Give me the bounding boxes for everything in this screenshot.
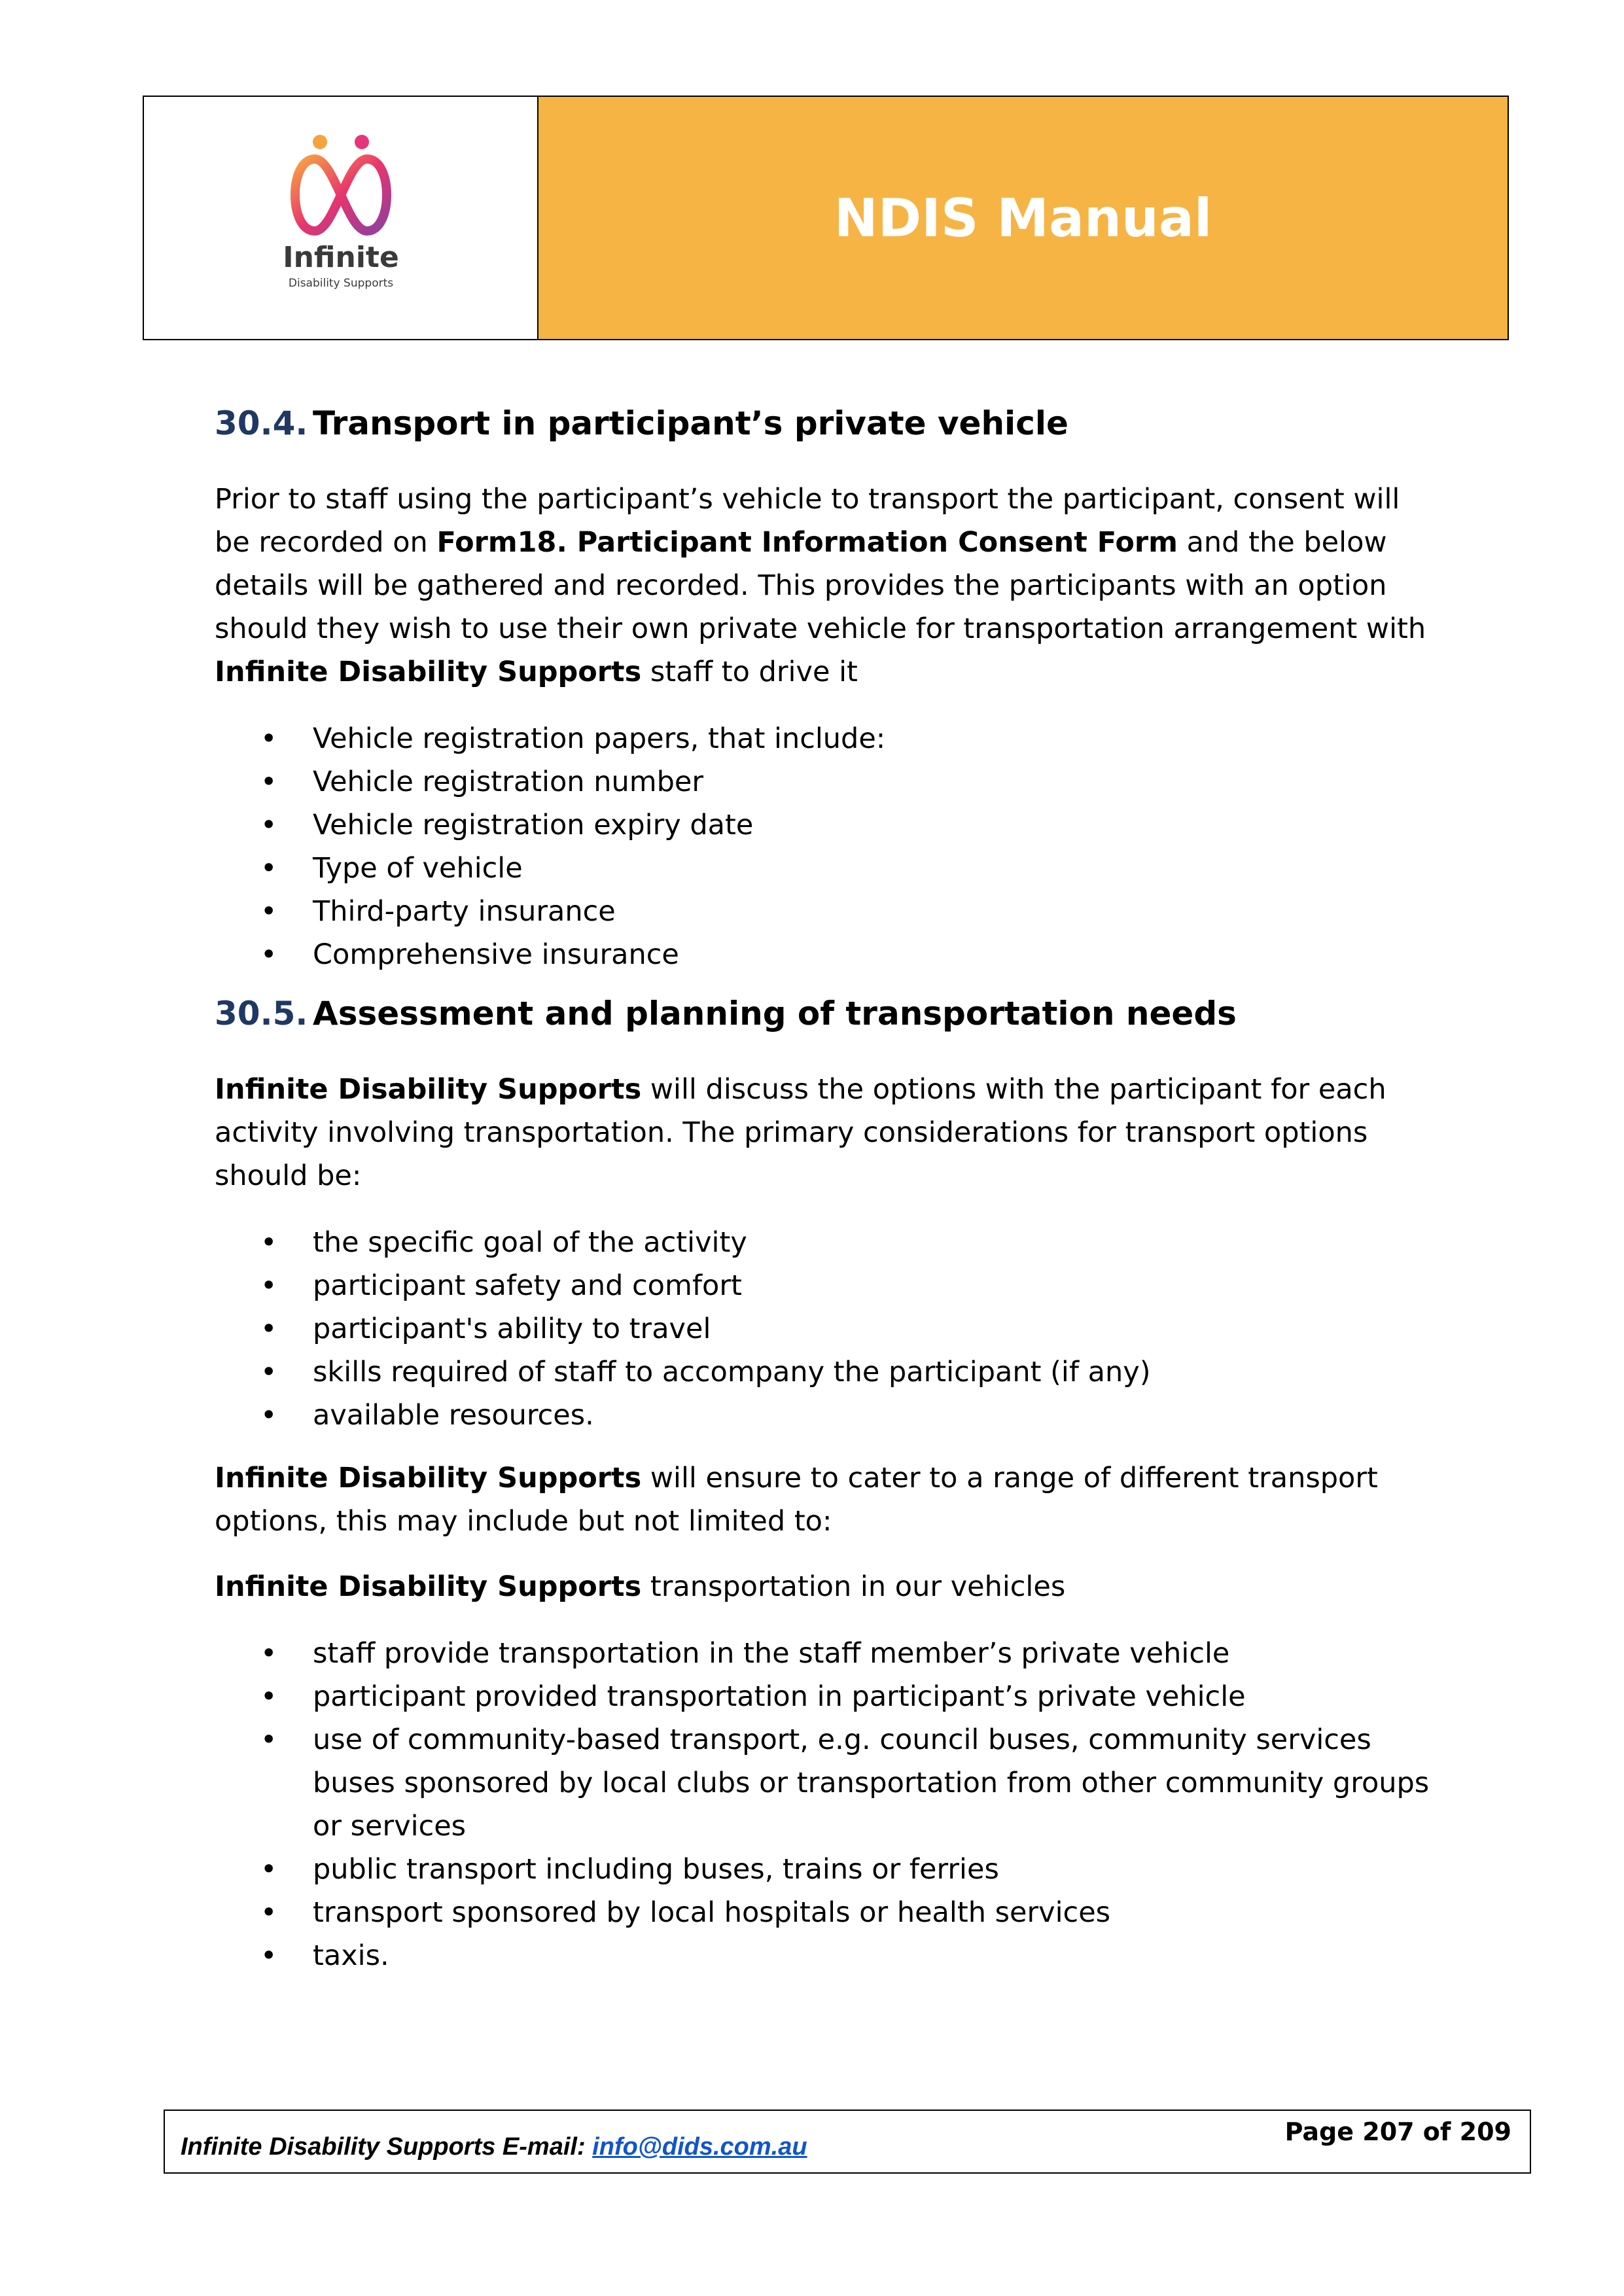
document-header (143, 96, 1509, 340)
section-title: Transport in participant’s private vehicle (313, 404, 1068, 442)
section-number: 30.5. (215, 995, 308, 1033)
email-link[interactable]: info@dids.com.au (592, 2133, 807, 2161)
list-item: • Third-party insurance (215, 890, 1432, 933)
list-item: • Vehicle registration number (215, 760, 1432, 804)
section-30-5-paragraph-2 (215, 1457, 1432, 1543)
list-item: • participant provided transportation in participant’s private vehicle (215, 1675, 1432, 1718)
infinite-logo (262, 133, 419, 303)
page-number: Page 207 of 209 (1284, 2117, 1511, 2146)
section-30-5-paragraph-3 (215, 1565, 1432, 1608)
section-30-5-paragraph-1 (215, 1068, 1432, 1197)
section-30-4-paragraph (215, 478, 1432, 694)
list-item: • participant's ability to travel (215, 1307, 1432, 1351)
list-item: • Vehicle registration expiry date (215, 804, 1432, 847)
org-name: Infinite Disability Supports (215, 656, 642, 688)
list-item: • participant safety and comfort (215, 1264, 1432, 1307)
org-name: Infinite Disability Supports (215, 1462, 642, 1494)
section-title: Assessment and planning of transportation needs (313, 995, 1237, 1033)
svg-text:Infinite: Infinite (282, 241, 399, 274)
logo-cell (144, 97, 538, 339)
list-item: • Type of vehicle (215, 847, 1432, 890)
svg-text:Disability Supports: Disability Supports (288, 277, 393, 290)
para-text: and the below details will be gathered and recorded. This provides the participants with an option should they wish to use their own private vehicle for transportation arrangement with (215, 526, 1426, 645)
org-name: Infinite Disability Supports (215, 1073, 642, 1106)
list-item: • available resources. (215, 1394, 1432, 1437)
document-title: NDIS Manual (834, 187, 1212, 249)
considerations-list (215, 1221, 1432, 1437)
vehicle-details-list (215, 717, 1432, 976)
list-item: • Comprehensive insurance (215, 933, 1432, 976)
list-item: • public transport including buses, trains or ferries (215, 1848, 1432, 1891)
para-text: transportation in our vehicles (641, 1570, 1066, 1603)
list-item: • Vehicle registration papers, that include: (215, 717, 1432, 760)
page-content (215, 399, 1432, 1977)
transport-options-list (215, 1632, 1432, 1977)
section-heading-30-4 (215, 404, 1432, 442)
form-reference: Form18. Participant Information Consent Form (436, 526, 1178, 559)
list-item: • the specific goal of the activity (215, 1221, 1432, 1264)
footer-contact (181, 2133, 807, 2161)
list-item: • taxis. (215, 1934, 1432, 1977)
section-heading-30-5 (215, 995, 1432, 1033)
list-item: • staff provide transportation in the staff member’s private vehicle (215, 1632, 1432, 1675)
section-number: 30.4. (215, 404, 308, 442)
footer-label: Infinite Disability Supports E-mail: (181, 2133, 593, 2161)
para-text: will discuss the options with the participant for each activity involving transportation. The primary considerations for transport options should be: (215, 1073, 1386, 1192)
list-item: • transport sponsored by local hospitals or health services (215, 1891, 1432, 1934)
list-item: • use of community-based transport, e.g. council buses, community services buses sponsored by local clubs or transportation from other community groups or services (215, 1718, 1432, 1848)
org-name: Infinite Disability Supports (215, 1570, 642, 1603)
para-text: staff to drive it (641, 656, 858, 688)
list-item: • skills required of staff to accompany the participant (if any) (215, 1351, 1432, 1394)
document-footer (164, 2110, 1531, 2174)
para-text: will ensure to cater to a range of different transport options, this may include but not limited to: (215, 1462, 1378, 1538)
para-text: Prior to staff using the participant’s vehicle to transport the participant, consent will be recorded on (215, 483, 1400, 559)
title-cell (538, 97, 1508, 339)
